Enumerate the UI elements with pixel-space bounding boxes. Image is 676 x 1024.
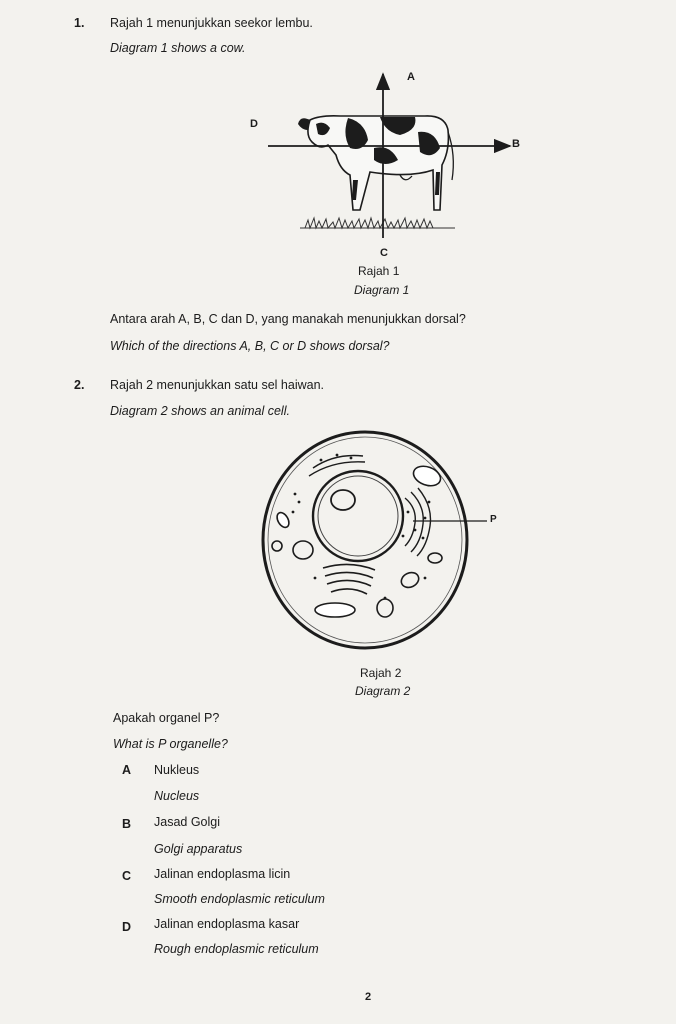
direction-label-a: A [407,71,415,83]
option-b-en: Golgi apparatus [154,842,243,856]
option-a-ms: Nukleus [154,763,200,777]
q1-number: 1. [74,16,85,30]
animal-cell-diagram [255,428,505,653]
q2-question-ms: Apakah organel P? [113,711,220,725]
direction-label-b: B [512,138,520,150]
q1-statement-en: Diagram 1 shows a cow. [110,41,246,55]
q2-statement-en: Diagram 2 shows an animal cell. [110,404,290,418]
diagram1-caption-en: Diagram 1 [354,283,410,297]
nucleolus [331,490,355,510]
mitochondria [275,463,444,617]
q2-question-en: What is P organelle? [113,737,228,751]
golgi-apparatus [323,564,375,594]
cow-diagram [250,60,530,260]
cell-membrane [263,432,467,648]
option-c-ms: Jalinan endoplasma licin [154,867,291,881]
option-c-en: Smooth endoplasmic reticulum [154,892,325,906]
option-d-en: Rough endoplasmic reticulum [154,942,319,956]
option-c-letter: C [122,869,132,883]
option-a-letter: A [122,763,132,777]
ribosomes [292,454,431,600]
option-d-letter: D [122,920,132,934]
option-b-letter: B [122,817,132,831]
diagram2-caption-ms: Rajah 2 [360,666,402,680]
option-b-ms: Jasad Golgi [154,815,221,829]
q1-question-en: Which of the directions A, B, C or D shows dorsal? [110,339,390,353]
diagram2-caption-en: Diagram 2 [355,684,411,698]
nucleus [313,471,403,561]
option-d-ms: Jalinan endoplasma kasar [154,917,300,931]
page-number: 2 [365,991,372,1003]
label-p: P [490,514,497,525]
cow-illustration [298,116,453,210]
option-a-en: Nucleus [154,789,200,803]
q1-question-ms: Antara arah A, B, C dan D, yang manakah menunjukkan dorsal? [110,312,466,326]
direction-label-d: D [250,118,258,130]
direction-label-c: C [380,247,388,259]
diagram1-caption-ms: Rajah 1 [358,264,400,278]
q2-statement-ms: Rajah 2 menunjukkan satu sel haiwan. [110,378,325,392]
q2-number: 2. [74,378,85,392]
vesicles [272,541,442,617]
q1-statement-ms: Rajah 1 menunjukkan seekor lembu. [110,16,313,30]
grass [300,218,455,228]
